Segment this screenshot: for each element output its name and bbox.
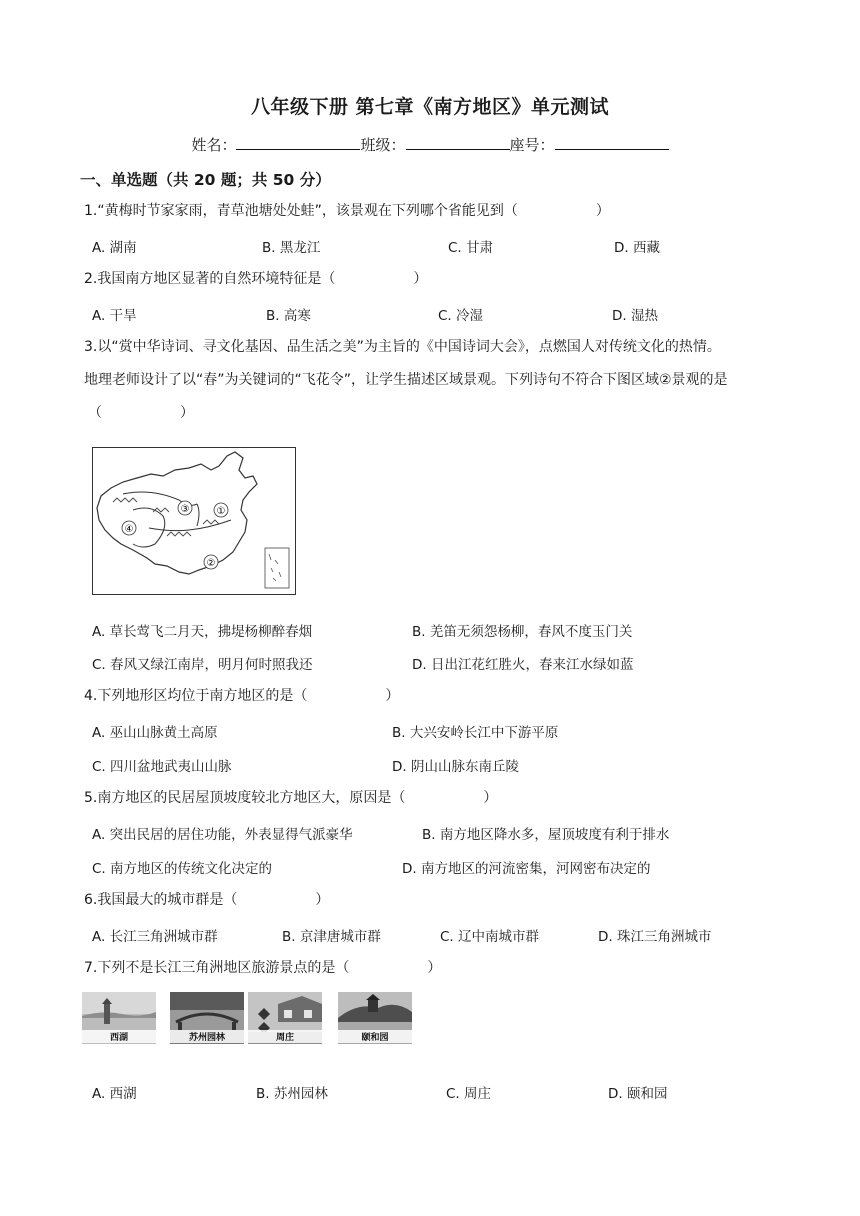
photo-zhouzhuang — [248, 992, 322, 1044]
q3-option-a[interactable]: A. 草长莺飞二月天，拂堤杨柳醉春烟 — [92, 624, 313, 640]
q4-option-c[interactable]: C. 四川盆地武夷山山脉 — [92, 759, 232, 775]
question-3-line-2: 地理老师设计了以“春”为关键词的“飞花令”，让学生描述区域景观。下列诗句不符合下图区域②景观的是 — [84, 372, 728, 388]
photo-summer-palace — [338, 992, 412, 1044]
q1-option-b[interactable]: B. 黑龙江 — [262, 240, 321, 256]
question-5-stem: 5.南方地区的民居屋顶坡度较北方地区大，原因是（ — [84, 790, 406, 806]
question-4 — [84, 686, 399, 706]
q5-option-d[interactable]: D. 南方地区的河流密集，河网密布决定的 — [402, 861, 651, 877]
q3-option-c[interactable]: C. 春风又绿江南岸，明月何时照我还 — [92, 657, 313, 673]
q7-option-c[interactable]: C. 周庄 — [446, 1086, 492, 1102]
student-info-line — [0, 134, 860, 155]
q4-option-d[interactable]: D. 阴山山脉东南丘陵 — [392, 759, 519, 775]
q4-option-a[interactable]: A. 巫山山脉黄土高原 — [92, 725, 218, 741]
q2-option-c[interactable]: C. 冷湿 — [438, 308, 484, 324]
q2-option-a[interactable]: A. 干旱 — [92, 308, 137, 324]
q5-option-c[interactable]: C. 南方地区的传统文化决定的 — [92, 861, 273, 877]
question-3-open: （ — [88, 405, 102, 421]
boundary-plateau — [133, 508, 165, 547]
photo-label-suzhou-garden: 苏州园林 — [170, 1030, 244, 1043]
question-3-parens — [88, 403, 194, 423]
south-sea-inset — [265, 548, 289, 588]
q7-option-b[interactable]: B. 苏州园林 — [256, 1086, 328, 1102]
region-4-label: ④ — [124, 524, 134, 535]
q2-option-d[interactable]: D. 湿热 — [612, 308, 658, 324]
seat-blank[interactable] — [555, 135, 669, 150]
question-7-stem: 7.下列不是长江三角洲地区旅游景点的是（ — [84, 960, 350, 976]
q6-option-b[interactable]: B. 京津唐城市群 — [282, 929, 381, 945]
q7-option-a[interactable]: A. 西湖 — [92, 1086, 137, 1102]
map-drawing — [93, 448, 294, 593]
page-title: 八年级下册 第七章《南方地区》单元测试 — [250, 96, 610, 118]
question-6-close: ） — [315, 892, 330, 908]
q2-option-b[interactable]: B. 高寒 — [266, 308, 311, 324]
q6-option-a[interactable]: A. 长江三角洲城市群 — [92, 929, 218, 945]
name-blank[interactable] — [236, 135, 360, 150]
q6-option-d[interactable]: D. 珠江三角洲城市 — [598, 929, 712, 945]
name-label: 姓名： — [191, 136, 237, 154]
question-4-close: ） — [385, 688, 400, 704]
q3-option-d[interactable]: D. 日出江花红胜火，春来江水绿如蓝 — [412, 657, 634, 673]
region-1-label: ① — [216, 506, 226, 517]
q5-option-a[interactable]: A. 突出民居的居住功能，外表显得气派豪华 — [92, 827, 353, 843]
scenic-photo-strip — [82, 992, 400, 1044]
question-3-close: ） — [180, 405, 194, 421]
photo-label-summer-palace: 颐和园 — [338, 1030, 412, 1043]
photo-label-west-lake: 西湖 — [82, 1030, 156, 1043]
photo-west-lake — [82, 992, 156, 1044]
region-2-label: ② — [206, 558, 216, 569]
boundary-qinling — [149, 520, 231, 531]
question-2 — [84, 269, 427, 289]
question-1-close: ） — [595, 203, 610, 219]
question-4-stem: 4.下列地形区均位于南方地区的是（ — [84, 688, 308, 704]
boundary-east — [197, 504, 199, 526]
question-7 — [84, 958, 441, 978]
q4-option-b[interactable]: B. 大兴安岭长江中下游平原 — [392, 725, 559, 741]
q1-option-c[interactable]: C. 甘肃 — [448, 240, 494, 256]
question-1 — [84, 201, 610, 221]
q1-option-a[interactable]: A. 湖南 — [92, 240, 137, 256]
q6-option-c[interactable]: C. 辽中南城市群 — [440, 929, 540, 945]
q3-option-b[interactable]: B. 羌笛无须怨杨柳，春风不度玉门关 — [412, 624, 633, 640]
q7-option-d[interactable]: D. 颐和园 — [608, 1086, 668, 1102]
q5-option-b[interactable]: B. 南方地区降水多，屋顶坡度有利于排水 — [422, 827, 670, 843]
question-1-stem: 1.“黄梅时节家家雨，青草池塘处处蛙”，该景观在下列哪个省能见到（ — [84, 203, 518, 219]
seat-label: 座号： — [509, 136, 555, 154]
question-6-stem: 6.我国最大的城市群是（ — [84, 892, 238, 908]
class-label: 班级： — [360, 136, 406, 154]
question-5 — [84, 788, 497, 808]
question-5-close: ） — [483, 790, 498, 806]
class-blank[interactable] — [406, 135, 510, 150]
photo-suzhou-garden — [170, 992, 244, 1044]
question-7-close: ） — [427, 960, 442, 976]
photo-label-zhouzhuang: 周庄 — [248, 1030, 322, 1043]
china-region-map — [92, 447, 296, 595]
region-3-label: ③ — [180, 504, 190, 515]
china-outline — [97, 452, 257, 574]
question-2-stem: 2.我国南方地区显著的自然环境特征是（ — [84, 271, 336, 287]
question-2-close: ） — [413, 271, 428, 287]
question-6 — [84, 890, 329, 910]
q1-option-d[interactable]: D. 西藏 — [614, 240, 660, 256]
section-heading: 一、单选题（共 20 题；共 50 分） — [80, 171, 331, 189]
question-3-line-1: 3.以“赏中华诗词、寻文化基因、品生活之美”为主旨的《中国诗词大会》，点燃国人对传统文化的热情。 — [84, 339, 721, 355]
